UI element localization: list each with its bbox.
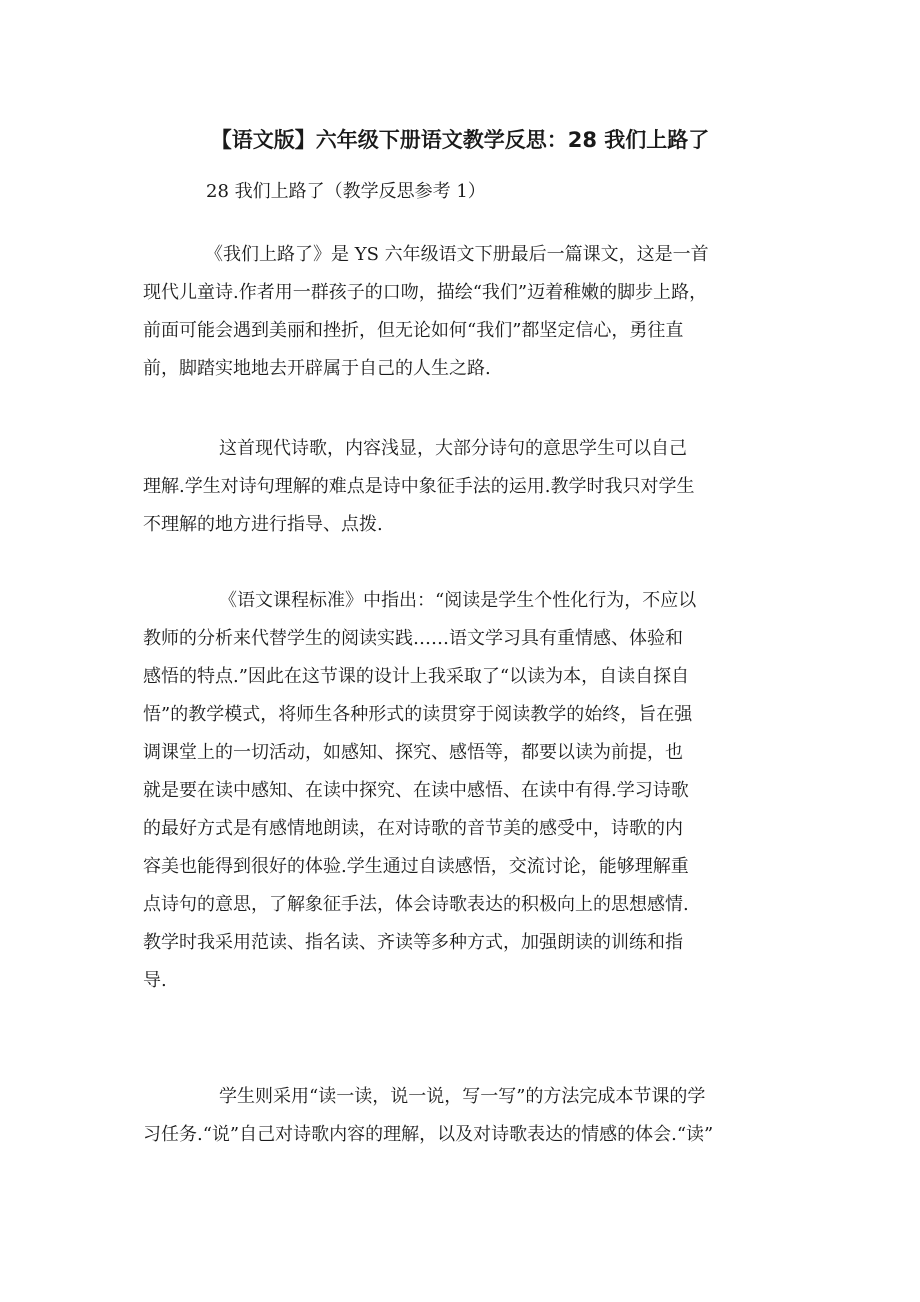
document-title: 【语文版】六年级下册语文教学反思：28 我们上路了 (210, 128, 710, 152)
paragraph-line: 不理解的地方进行指导、点拨. (143, 514, 383, 535)
paragraph-3 (143, 582, 788, 1000)
paragraph-line: 点诗句的意思，了解象征手法，体会诗歌表达的积极向上的思想感情. (143, 894, 689, 915)
paragraph-line: 教学时我采用范读、指名读、齐读等多种方式，加强朗读的训练和指 (143, 932, 683, 953)
paragraph-4 (143, 1078, 788, 1154)
paragraph-line: 就是要在读中感知、在读中探究、在读中感悟、在读中有得.学习诗歌 (143, 780, 689, 801)
paragraph-line: 习任务.“说”自己对诗歌内容的理解，以及对诗歌表达的情感的体会.“读” (143, 1124, 714, 1145)
paragraph-line: 悟”的教学模式，将师生各种形式的读贯穿于阅读教学的始终，旨在强 (143, 704, 693, 725)
document-subtitle: 28 我们上路了（教学反思参考 1） (206, 181, 486, 202)
paragraph-line: 学生则采用“读一读，说一说，写一写”的方法完成本节课的学 (219, 1086, 706, 1107)
paragraph-line: 感悟的特点.”因此在这节课的设计上我采取了“以读为本，自读自探自 (143, 666, 690, 687)
paragraph-line: 的最好方式是有感情地朗读，在对诗歌的音节美的感受中，诗歌的内 (143, 818, 683, 839)
paragraph-line: 《语文课程标准》中指出：“阅读是学生个性化行为，不应以 (219, 590, 697, 611)
paragraph-line: 理解.学生对诗句理解的难点是诗中象征手法的运用.教学时我只对学生 (143, 476, 695, 497)
paragraph-line: 容美也能得到很好的体验.学生通过自读感悟，交流讨论，能够理解重 (143, 856, 689, 877)
paragraph-line: 导. (143, 970, 167, 991)
paragraph-2 (143, 430, 788, 544)
paragraph-line: 前，脚踏实地地去开辟属于自己的人生之路. (143, 358, 491, 379)
paragraph-line: 《我们上路了》是 YS 六年级语文下册最后一篇课文，这是一首 (205, 244, 709, 265)
paragraph-line: 现代儿童诗.作者用一群孩子的口吻，描绘“我们”迈着稚嫩的脚步上路， (143, 282, 708, 303)
paragraph-line: 这首现代诗歌，内容浅显，大部分诗句的意思学生可以自己 (219, 438, 687, 459)
paragraph-1 (143, 236, 788, 388)
paragraph-line: 教师的分析来代替学生的阅读实践……语文学习具有重情感、体验和 (143, 628, 683, 649)
paragraph-line: 前面可能会遇到美丽和挫折，但无论如何“我们”都坚定信心，勇往直 (143, 320, 684, 341)
paragraph-line: 调课堂上的一切活动，如感知、探究、感悟等，都要以读为前提，也 (143, 742, 683, 763)
